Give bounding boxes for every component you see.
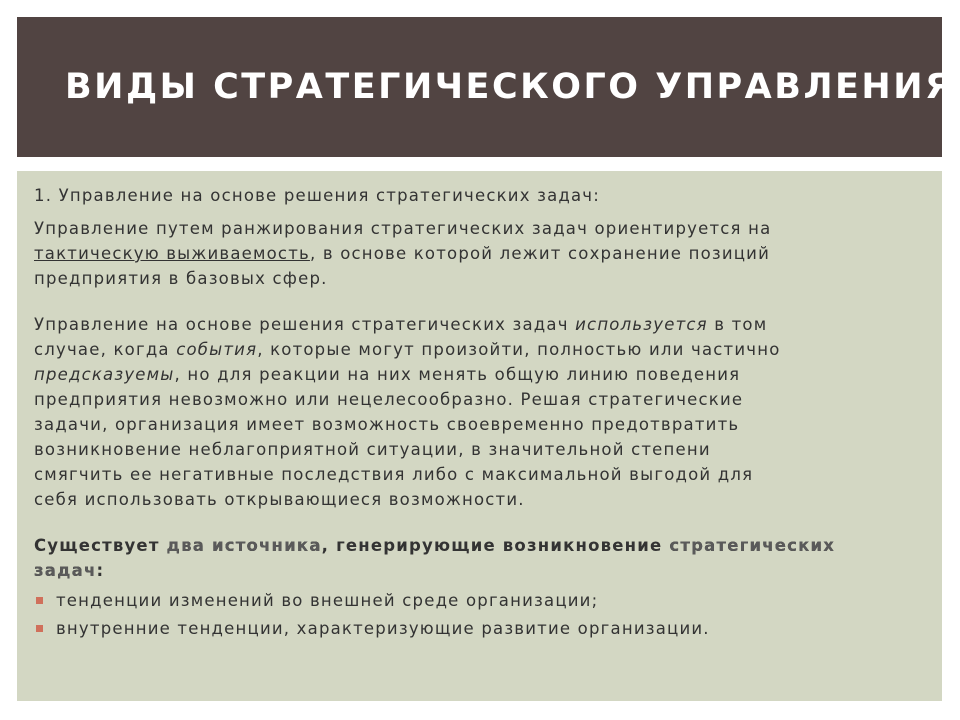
section-heading: 1. Управление на основе решения стратегических задач: (34, 186, 601, 205)
paragraph-2-line-8: себя использовать открывающиеся возможности. (34, 490, 525, 509)
highlight-term: задач (34, 561, 97, 580)
highlight-term: два источника (166, 536, 322, 555)
paragraph-2-line-4: предприятия невозможно или нецелесообразно. Решая стратегические (34, 390, 744, 409)
text: Существует (34, 536, 167, 555)
paragraph-1-line-3: предприятия в базовых сфер. (34, 269, 328, 288)
text: в том (707, 315, 768, 334)
paragraph-2-line-5: задачи, организация имеет возможность своевременно предотвратить (34, 415, 740, 434)
title-bar (17, 17, 955, 157)
paragraph-1-line-1: Управление путем ранжирования стратегических задач ориентируется на (34, 219, 772, 238)
square-bullet-icon (36, 597, 43, 604)
paragraph-3-line-1 (34, 533, 926, 558)
text: Управление на основе решения стратегических задач (34, 315, 576, 334)
list-item (34, 615, 926, 643)
list-item-text: тенденции изменений во внешней среде организации; (56, 591, 599, 610)
paragraph-1-text: , в основе которой лежит сохранение позиций (309, 244, 771, 263)
underlined-term: тактическую выживаемость (34, 244, 310, 263)
slide-title: ВИДЫ СТРАТЕГИЧЕСКОГО УПРАВЛЕНИЯ (65, 67, 955, 107)
italic-term: события (176, 340, 258, 359)
paragraph-2-line-3 (34, 362, 926, 387)
paragraph-2-line-6: возникновение неблагоприятной ситуации, в значительной степени (34, 440, 711, 459)
paragraph-1-line-2 (34, 241, 926, 266)
italic-term: предсказуемы (34, 365, 175, 384)
bullet-list (34, 587, 926, 643)
paragraph-2-line-2 (34, 337, 926, 362)
text: : (96, 561, 105, 580)
paragraph-2-line-7: смягчить ее негативные последствия либо с максимальной выгодой для (34, 465, 754, 484)
paragraph-3 (34, 533, 926, 583)
list-item-text: внутренние тенденции, характеризующие развитие организации. (56, 619, 710, 638)
paragraph-2 (34, 312, 926, 512)
text: случае, когда (34, 340, 177, 359)
highlight-term: стратегических (669, 536, 836, 555)
list-item (34, 587, 926, 615)
content-panel (17, 171, 942, 701)
paragraph-1 (34, 216, 926, 291)
square-bullet-icon (36, 625, 43, 632)
text: , которые могут произойти, полностью или частично (257, 340, 781, 359)
text: , генерирующие возникновение (321, 536, 670, 555)
text: , но для реакции на них менять общую линию поведения (174, 365, 741, 384)
italic-term: используется (575, 315, 708, 334)
paragraph-2-line-1 (34, 312, 926, 337)
paragraph-3-line-2 (34, 558, 926, 583)
